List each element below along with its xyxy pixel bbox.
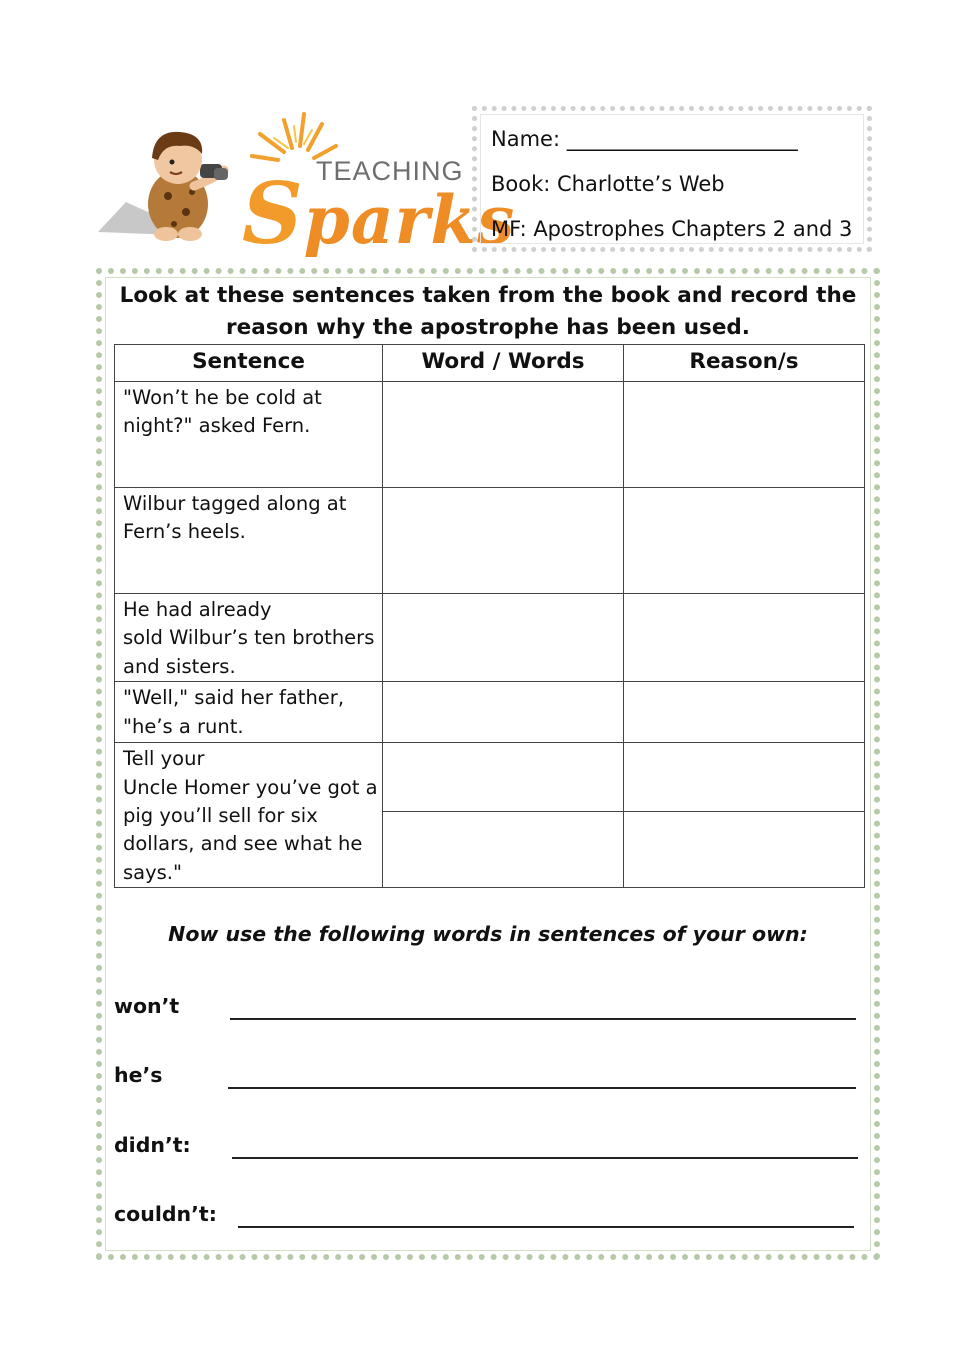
- word-answer-cell[interactable]: [383, 488, 624, 594]
- table-row: [115, 488, 865, 594]
- sentence-cell: [115, 382, 383, 488]
- reason-answer-cell[interactable]: [624, 594, 865, 682]
- table-row: [115, 682, 865, 743]
- sentence-line: "Well," said her father,: [123, 686, 345, 710]
- sentence-line: says.": [123, 860, 182, 884]
- table-row: [115, 594, 865, 682]
- reason-answer-cell[interactable]: [624, 811, 865, 888]
- word-answer-cell[interactable]: [383, 594, 624, 682]
- word-answer-cell[interactable]: [383, 743, 624, 811]
- table-row: [115, 743, 865, 811]
- book-title: Book: Charlotte’s Web: [491, 172, 725, 196]
- reason-answer-cell[interactable]: [624, 382, 865, 488]
- logo-sparks-rest: parks: [303, 181, 516, 259]
- sentence-cell: [115, 743, 383, 888]
- sentences-table: [114, 344, 865, 888]
- answer-line[interactable]: [238, 1226, 854, 1228]
- word-label: couldn’t:: [114, 1202, 217, 1226]
- word-label: he’s: [114, 1063, 163, 1087]
- table-header-row: [115, 345, 865, 382]
- word-answer-row: [114, 1202, 864, 1232]
- teaching-sparks-logo: [96, 108, 516, 263]
- answer-line[interactable]: [228, 1087, 856, 1089]
- sentence-line: Wilbur tagged along at: [123, 492, 347, 515]
- logo-sparks-capital: S: [242, 164, 304, 263]
- sentence-line: night?" asked Fern.: [123, 414, 311, 438]
- reason-answer-cell[interactable]: [624, 743, 865, 811]
- sentence-line: sold Wilbur’s ten brothers: [123, 626, 375, 650]
- word-answer-cell[interactable]: [383, 811, 624, 888]
- sentence-line: Uncle Homer you’ve got a: [123, 775, 378, 799]
- sentence-line: He had already: [123, 598, 272, 621]
- sentence-line: Fern’s heels.: [123, 520, 246, 544]
- header-word: Word / Words: [383, 345, 624, 382]
- word-answer-cell[interactable]: [383, 382, 624, 488]
- worksheet-info-box: [472, 106, 872, 252]
- answer-line[interactable]: [232, 1157, 858, 1159]
- word-label: didn’t:: [114, 1133, 191, 1157]
- word-answer-row: [114, 1133, 864, 1163]
- word-answer-cell[interactable]: [383, 682, 624, 743]
- sentence-line: and sisters.: [123, 654, 236, 678]
- header-sentence: Sentence: [115, 345, 383, 382]
- exercise-prompt: Now use the following words in sentences of your own:: [168, 922, 808, 946]
- instruction-text: Look at these sentences taken from the book and record the reason why the apostrophe has been used.: [119, 283, 857, 340]
- table-row: [115, 382, 865, 488]
- header-reason: Reason/s: [624, 345, 865, 382]
- word-label: won’t: [114, 994, 180, 1018]
- sentence-line: dollars, and see what he: [123, 832, 363, 856]
- worksheet-topic: MF: Apostrophes Chapters 2 and 3: [491, 217, 853, 241]
- word-answer-row: [114, 994, 864, 1024]
- word-answer-row: [114, 1063, 864, 1093]
- logo-teaching-text: TEACHING: [316, 156, 464, 186]
- answer-line[interactable]: [230, 1018, 856, 1020]
- sentence-line: Tell your: [123, 747, 205, 771]
- sentence-cell: [115, 682, 383, 743]
- sentence-line: pig you’ll sell for six: [123, 804, 318, 828]
- sentence-line: "he’s a runt.: [123, 714, 244, 738]
- sentence-cell: [115, 488, 383, 594]
- sentence-line: "Won’t he be cold at: [123, 386, 322, 409]
- name-field[interactable]: Name: ______________________: [491, 127, 798, 151]
- reason-answer-cell[interactable]: [624, 682, 865, 743]
- reason-answer-cell[interactable]: [624, 488, 865, 594]
- sentence-cell: [115, 594, 383, 682]
